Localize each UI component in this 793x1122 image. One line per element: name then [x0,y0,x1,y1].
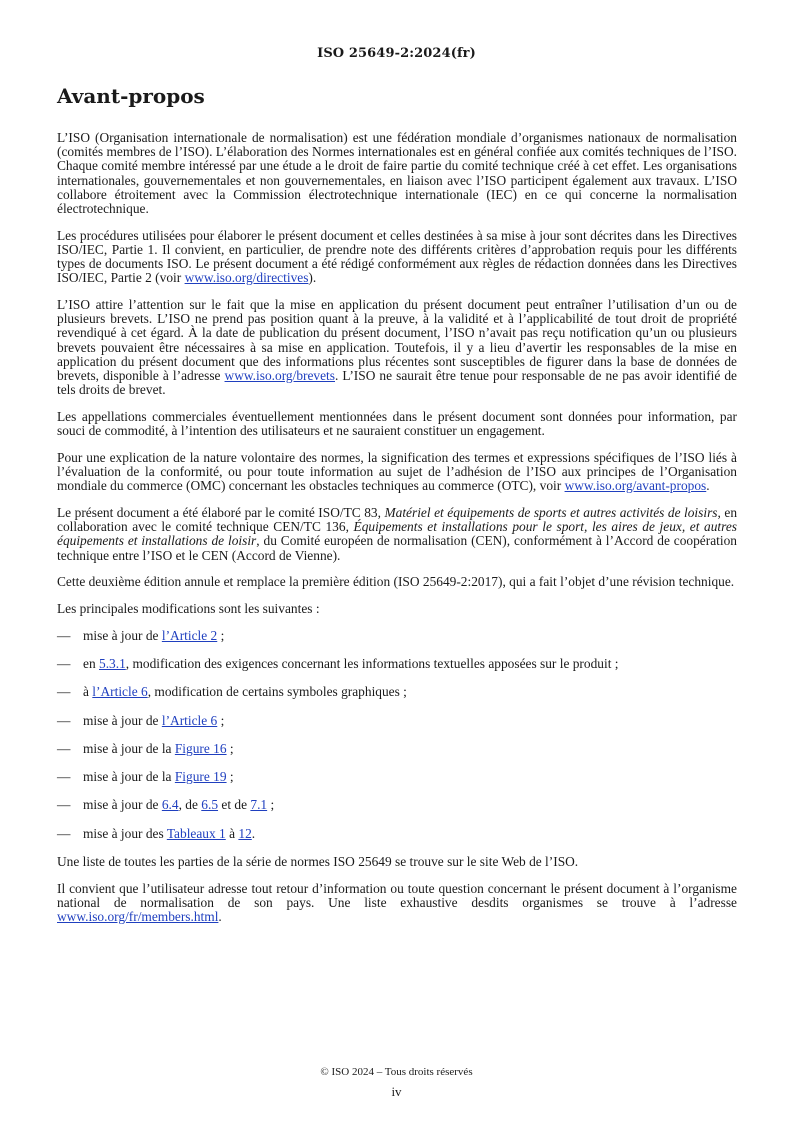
paragraph-voluntary-nature: Pour une explication de la nature volontaire des normes, la signification des termes et expressions spécifiques de l’ISO liés à l’évaluation de la conformité, ou pour toute information au sujet de l’adhésion de l’ISO aux principes de l’Organisation mondiale du commerce (OMC) concernant les obstacles techniques au commerce (OTC), voir www.iso.org/avant-propos. [57,449,737,494]
paragraph-committee: Le présent document a été élaboré par le comité ISO/TC 83, Matériel et équipements de sports et autres activités de loisirs, en collaboration avec le comité technique CEN/TC 136, Équipements et installations pour le sport, les aires de jeux, et autres équipements et installations de loisir, du Comité européen de normalisation (CEN), conformément à l’Accord de coopération technique entre l’ISO et le CEN (Accord de Vienne). [57,504,738,563]
list-item: — mise à jour de 6.4, de 6.5 et de 7.1 ; [57,797,275,813]
paragraph-patents: L’ISO attire l’attention sur le fait que la mise en application du présent document peut entraîner l’utilisation d’un ou de plusieurs brevets. L’ISO ne prend pas position quant à la preuve, à la validité et à l’applicabilité de tout droit de propriété revendiqué à cet égard. À la date de publication du présent document, l’ISO n’avait pas reçu notification qu’un ou plusieurs brevets pouvaient être nécessaires à sa mise en application. Toutefois, il y a lieu d’avertir les responsables de la mise en application du présent document que des informations plus récentes sont susceptibles de figurer dans la base de données de brevets, disponible à l’adresse www.iso.org/brevets. L’ISO ne saurait être tenue pour responsable de ne pas avoir identifié de tels droits de brevet. [57,297,737,398]
link-7-1[interactable]: 7.1 [250,797,268,813]
paragraph-trade-names: Les appellations commerciales éventuellement mentionnées dans le présent document sont données pour information, par souci de commodité, à l’intention des utilisateurs et ne sauraient constituer un engagement. [57,408,737,439]
list-item: — en 5.3.1, modification des exigences concernant les informations textuelles apposées sur le produit ; [57,655,619,671]
link-5-3-1[interactable]: 5.3.1 [99,655,126,671]
paragraph-changes-intro: Les principales modifications sont les suivantes : [57,600,320,616]
paragraph-feedback: Il convient que l’utilisateur adresse tout retour d’information ou toute question concernant le présent document à l’organisme national de normalisation de son pays. Une liste exhaustive desdits organismes se trouve à l’adresse www.iso.org/fr/members.html. [57,880,737,925]
paragraph-edition: Cette deuxième édition annule et remplace la première édition (ISO 25649-2:2017), qui a fait l’objet d’une révision technique. [57,574,735,590]
changes-list [57,629,737,841]
link-figure-19[interactable]: Figure 19 [174,769,227,785]
document-body [57,131,737,937]
link-brevets[interactable]: www.iso.org/brevets [224,368,335,384]
link-article-2[interactable]: l’Article 2 [161,627,218,643]
list-item: — mise à jour de la Figure 16 ; [57,740,234,756]
paragraph-iso-intro: L’ISO (Organisation internationale de normalisation) est une fédération mondiale d’organismes nationaux de normalisation (comités membres de l’ISO). L’élaboration des Normes internationales est en général confiée aux comités techniques de l’ISO. Chaque comité membre intéressé par une étude a le droit de faire partie du comité technique créé à cet effet. Les organisations internationales, gouvernementales et non gouvernementales, en liaison avec l’ISO participent également aux travaux. L’ISO collabore étroitement avec la Commission électrotechnique internationale (IEC) en ce qui concerne la normalisation électrotechnique. [57,130,737,217]
link-article-6[interactable]: l’Article 6 [92,684,148,700]
document-reference: ISO 25649-2:2024(fr) [317,46,476,61]
list-item: — mise à jour de la Figure 19 ; [57,769,234,785]
paragraph-series-list: Une liste de toutes les parties de la série de normes ISO 25649 se trouve sur le site Web de l’ISO. [57,854,579,870]
link-directives[interactable]: www.iso.org/directives [184,270,309,286]
paragraph-procedures: Les procédures utilisées pour élaborer le présent document et celles destinées à sa mise à jour sont décrites dans les Directives ISO/IEC, Partie 1. Il convient, en particulier, de prendre note des différents critères d’approbation requis pour les différents types de documents ISO. Le présent document a été rédigé conformément aux règles de rédaction données dans les Directives ISO/IEC, Partie 2 (voir www.iso.org/directives). [57,227,737,286]
link-tableaux-1[interactable]: Tableaux 1 [166,825,226,841]
link-tableau-12[interactable]: 12 [238,825,252,841]
link-6-5[interactable]: 6.5 [201,797,219,813]
list-item: — mise à jour des Tableaux 1 à 12. [57,825,256,841]
link-article-6[interactable]: l’Article 6 [161,712,218,728]
link-avant-propos[interactable]: www.iso.org/avant-propos [564,478,707,494]
link-6-4[interactable]: 6.4 [161,797,179,813]
list-item: — à l’Article 6, modification de certains symboles graphiques ; [57,684,407,700]
page-title: Avant-propos [57,84,205,108]
link-figure-16[interactable]: Figure 16 [174,740,227,756]
page-number: iv [391,1084,402,1099]
list-item: — mise à jour de l’Article 6 ; [57,712,225,728]
link-members[interactable]: www.iso.org/fr/members.html [57,909,219,925]
list-item: — mise à jour de l’Article 2 ; [57,627,225,643]
copyright-footer: © ISO 2024 – Tous droits réservés [320,1066,473,1078]
